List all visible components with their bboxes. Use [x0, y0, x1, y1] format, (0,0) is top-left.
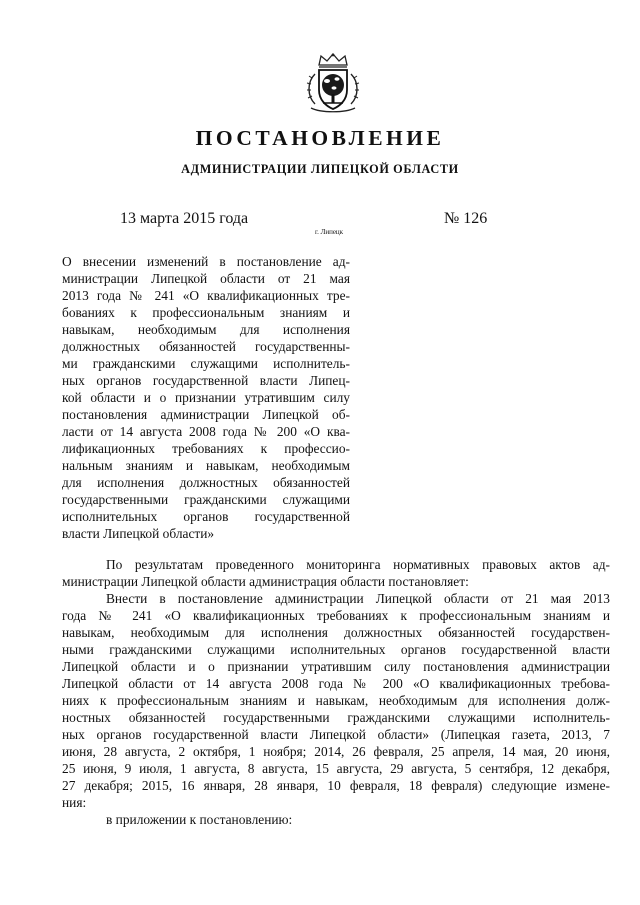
- subject-line: власти Липецкой области»: [62, 526, 215, 541]
- subject-line: нальным знаниям и навыкам, необходимым: [62, 458, 350, 473]
- body-line: ными гражданскими служащими исполнительных органов государственной власти: [62, 642, 610, 657]
- body-line: Липецкой области от 14 августа 2008 года № 200 «О квалификационных требова-: [62, 676, 610, 691]
- body-line: По результатам проведенного мониторинга нормативных правовых актов ад-: [106, 557, 610, 572]
- body-line: навыкам, необходимым для исполнения должностных обязанностей государствен-: [62, 625, 610, 640]
- body-line: ниях к профессиональным знаниям и навыкам, необходимым для исполнения долж-: [62, 693, 610, 708]
- subject-line: министрации Липецкой области от 21 мая: [62, 271, 350, 286]
- document-city: г. Липецк: [315, 228, 344, 236]
- body-line: ностных обязанностей государственными гражданскими служащими исполнитель-: [62, 710, 610, 725]
- subject-line: ных органов государственной власти Липец-: [62, 373, 350, 388]
- subject-line: лификационных требованиях к профессио-: [62, 441, 350, 456]
- body-line: ния:: [62, 795, 87, 810]
- subject-line: ми гражданскими служащими исполнитель-: [62, 356, 350, 371]
- subject-line: 2013 года № 241 «О квалификационных тре-: [62, 288, 350, 303]
- body-line: года № 241 «О квалификационных требованиях к профессиональным знаниям и: [62, 608, 610, 623]
- subject-line: государственными гражданскими служащими: [62, 492, 350, 507]
- subject-line: исполнительных органов государственной: [62, 509, 350, 524]
- document-date: 13 марта 2015 года: [120, 210, 249, 227]
- subject-line: для исполнения должностных обязанностей: [62, 475, 350, 490]
- body-line: министрации Липецкой области администрация области постановляет:: [62, 574, 469, 589]
- coat-of-arms-icon: [303, 52, 363, 114]
- issuing-authority: АДМИНИСТРАЦИИ ЛИПЕЦКОЙ ОБЛАСТИ: [181, 162, 459, 176]
- document-number: № 126: [444, 210, 488, 227]
- subject-line: должностных обязанностей государственны-: [62, 339, 350, 354]
- body-line: ных органов государственной власти Липецкой области» (Липецкая газета, 2013, 7: [62, 727, 610, 742]
- document-title: ПОСТАНОВЛЕНИЕ: [195, 126, 445, 150]
- subject-line: бованиях к профессиональным знаниям и: [62, 305, 350, 320]
- subject-line: О внесении изменений в постановление ад-: [62, 254, 350, 269]
- body-line: Внести в постановление администрации Липецкой области от 21 мая 2013: [106, 591, 610, 606]
- body-line: Липецкой области и о признании утратившим силу постановления администрации: [62, 659, 610, 674]
- body-line: 27 декабря; 2015, 16 января, 28 января, 10 февраля, 18 февраля) следующие измене-: [62, 778, 610, 793]
- body-line: в приложении к постановлению:: [106, 812, 293, 827]
- subject-line: навыкам, необходимым для исполнения: [62, 322, 350, 337]
- body-line: 25 июня, 9 июля, 1 августа, 8 августа, 15 августа, 29 августа, 5 сентября, 12 декабря,: [62, 761, 610, 776]
- subject-line: постановления администрации Липецкой об-: [62, 407, 350, 422]
- subject-line: ласти от 14 августа 2008 года № 200 «О ква-: [62, 424, 350, 439]
- body-line: июня, 28 августа, 2 октября, 1 ноября; 2014, 26 февраля, 25 апреля, 14 мая, 20 июня,: [62, 744, 610, 759]
- subject-line: кой области и о признании утратившим силу: [62, 390, 350, 405]
